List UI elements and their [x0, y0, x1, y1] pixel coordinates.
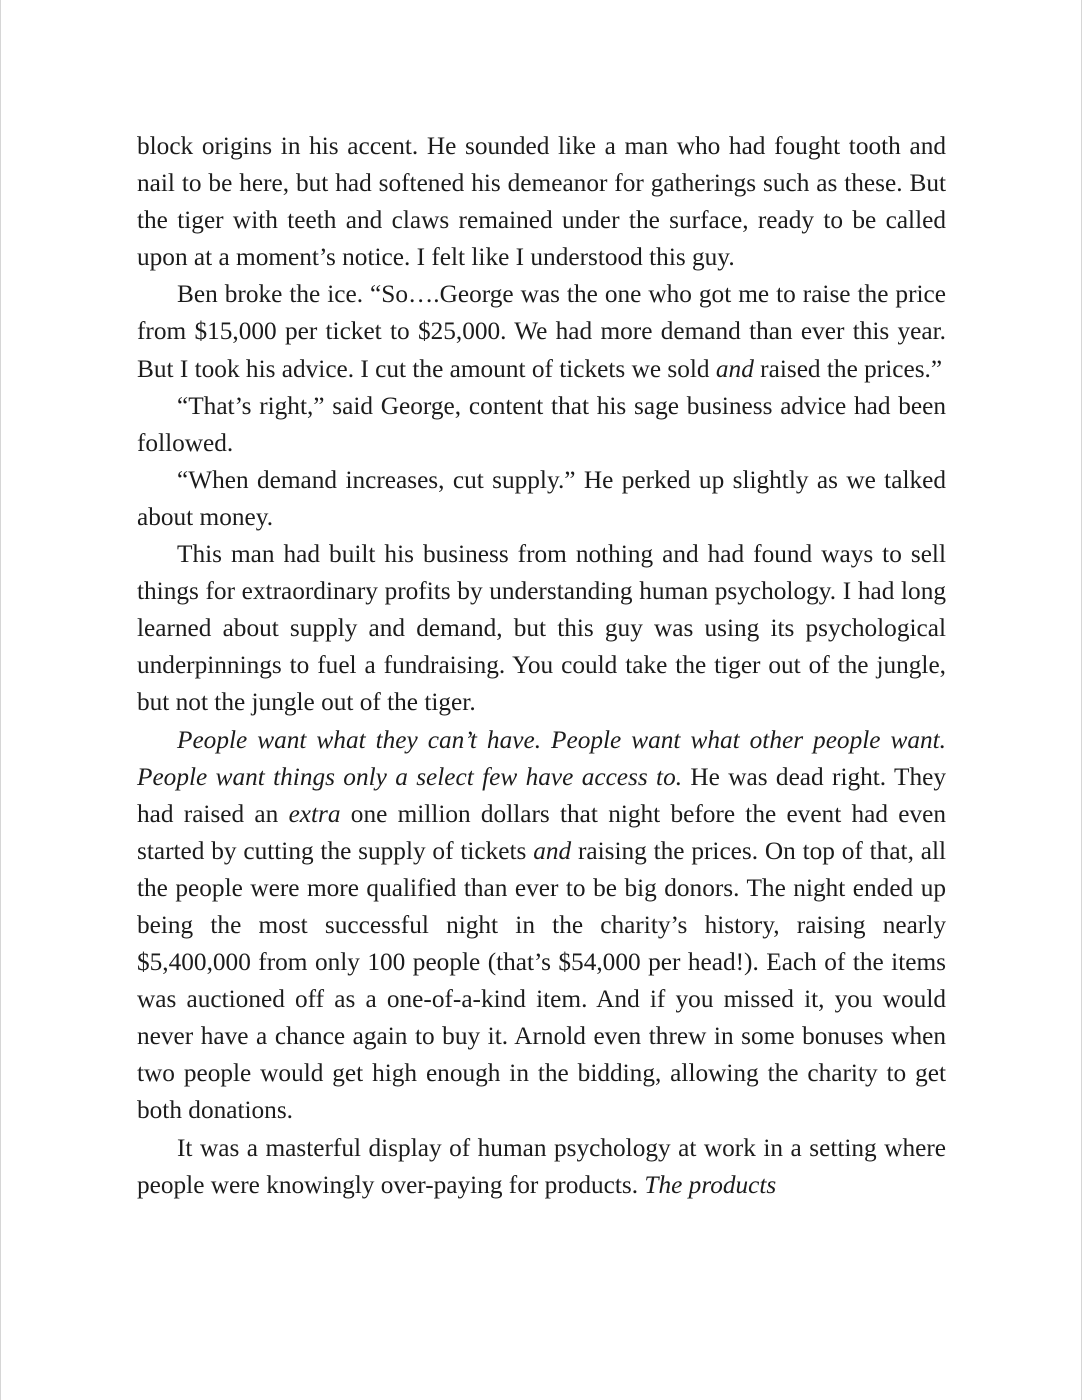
- paragraph-1: [137, 128, 946, 276]
- paragraph-4: [137, 462, 946, 536]
- text-segment: “When demand increases, cut supply.” He perked up slightly as we talked about money.: [137, 465, 946, 531]
- text-segment: This man had built his business from nothing and had found ways to sell things for extraordinary profits by understanding human psychology. I had long learned about supply and demand, but this guy was using its psychological underpinnings to fuel a fundraising. You could take the tiger out of the jungle, but not the jungle out of the tiger.: [137, 540, 946, 717]
- italic-segment: People want what they can’t have. People want what other people want. People want things only a select few have access to.: [137, 725, 946, 791]
- italic-segment: and: [715, 354, 754, 383]
- paragraph-2: [137, 276, 946, 387]
- text-segment: block origins in his accent. He sounded like a man who had fought tooth and nail to be here, but had softened his demeanor for gatherings such as these. But the tiger with teeth and claws remained under the surface, ready to be called upon at a moment’s notice. I felt like I understood this guy.: [137, 132, 946, 272]
- text-segment: raising the prices. On top of that, all the people were more qualified than ever to be big donors. The night ended up being the most successful night in the charity’s history, raising nearly $5,400,000 from only 100 people (that’s $54,000 per head!). Each of the items was auctioned off as a one-of-a-kind item. And if you missed it, you would never have a chance again to buy it. Arnold even threw in some bonuses when two people would get high enough in the bidding, allowing the charity to get both donations.: [137, 836, 947, 1125]
- italic-segment: and: [533, 836, 572, 865]
- text-segment: It was a masterful display of human psychology at work in a setting where people were knowingly over-paying for products.: [137, 1133, 946, 1199]
- text-segment: one million dollars that night before the event had even started by cutting the supply of tickets: [137, 799, 947, 865]
- text-segment: He was dead right. They had raised an: [137, 762, 946, 828]
- paragraph-3: [137, 388, 946, 462]
- italic-segment: extra: [288, 799, 341, 828]
- text-segment: raised the prices.”: [753, 354, 943, 383]
- paragraph-5: [137, 536, 946, 721]
- text-segment: Ben broke the ice. “So….George was the one who got me to raise the price from $15,000 per ticket to $25,000. We had more demand than ever this year. But I took his advice. I cut the amount of tickets we sold: [137, 280, 946, 383]
- italic-segment: The products: [644, 1170, 777, 1199]
- paragraph-6: [137, 722, 946, 1130]
- page-body-text: [137, 128, 946, 1204]
- text-segment: “That’s right,” said George, content that his sage business advice had been followed.: [137, 391, 946, 457]
- paragraph-7: [137, 1130, 946, 1204]
